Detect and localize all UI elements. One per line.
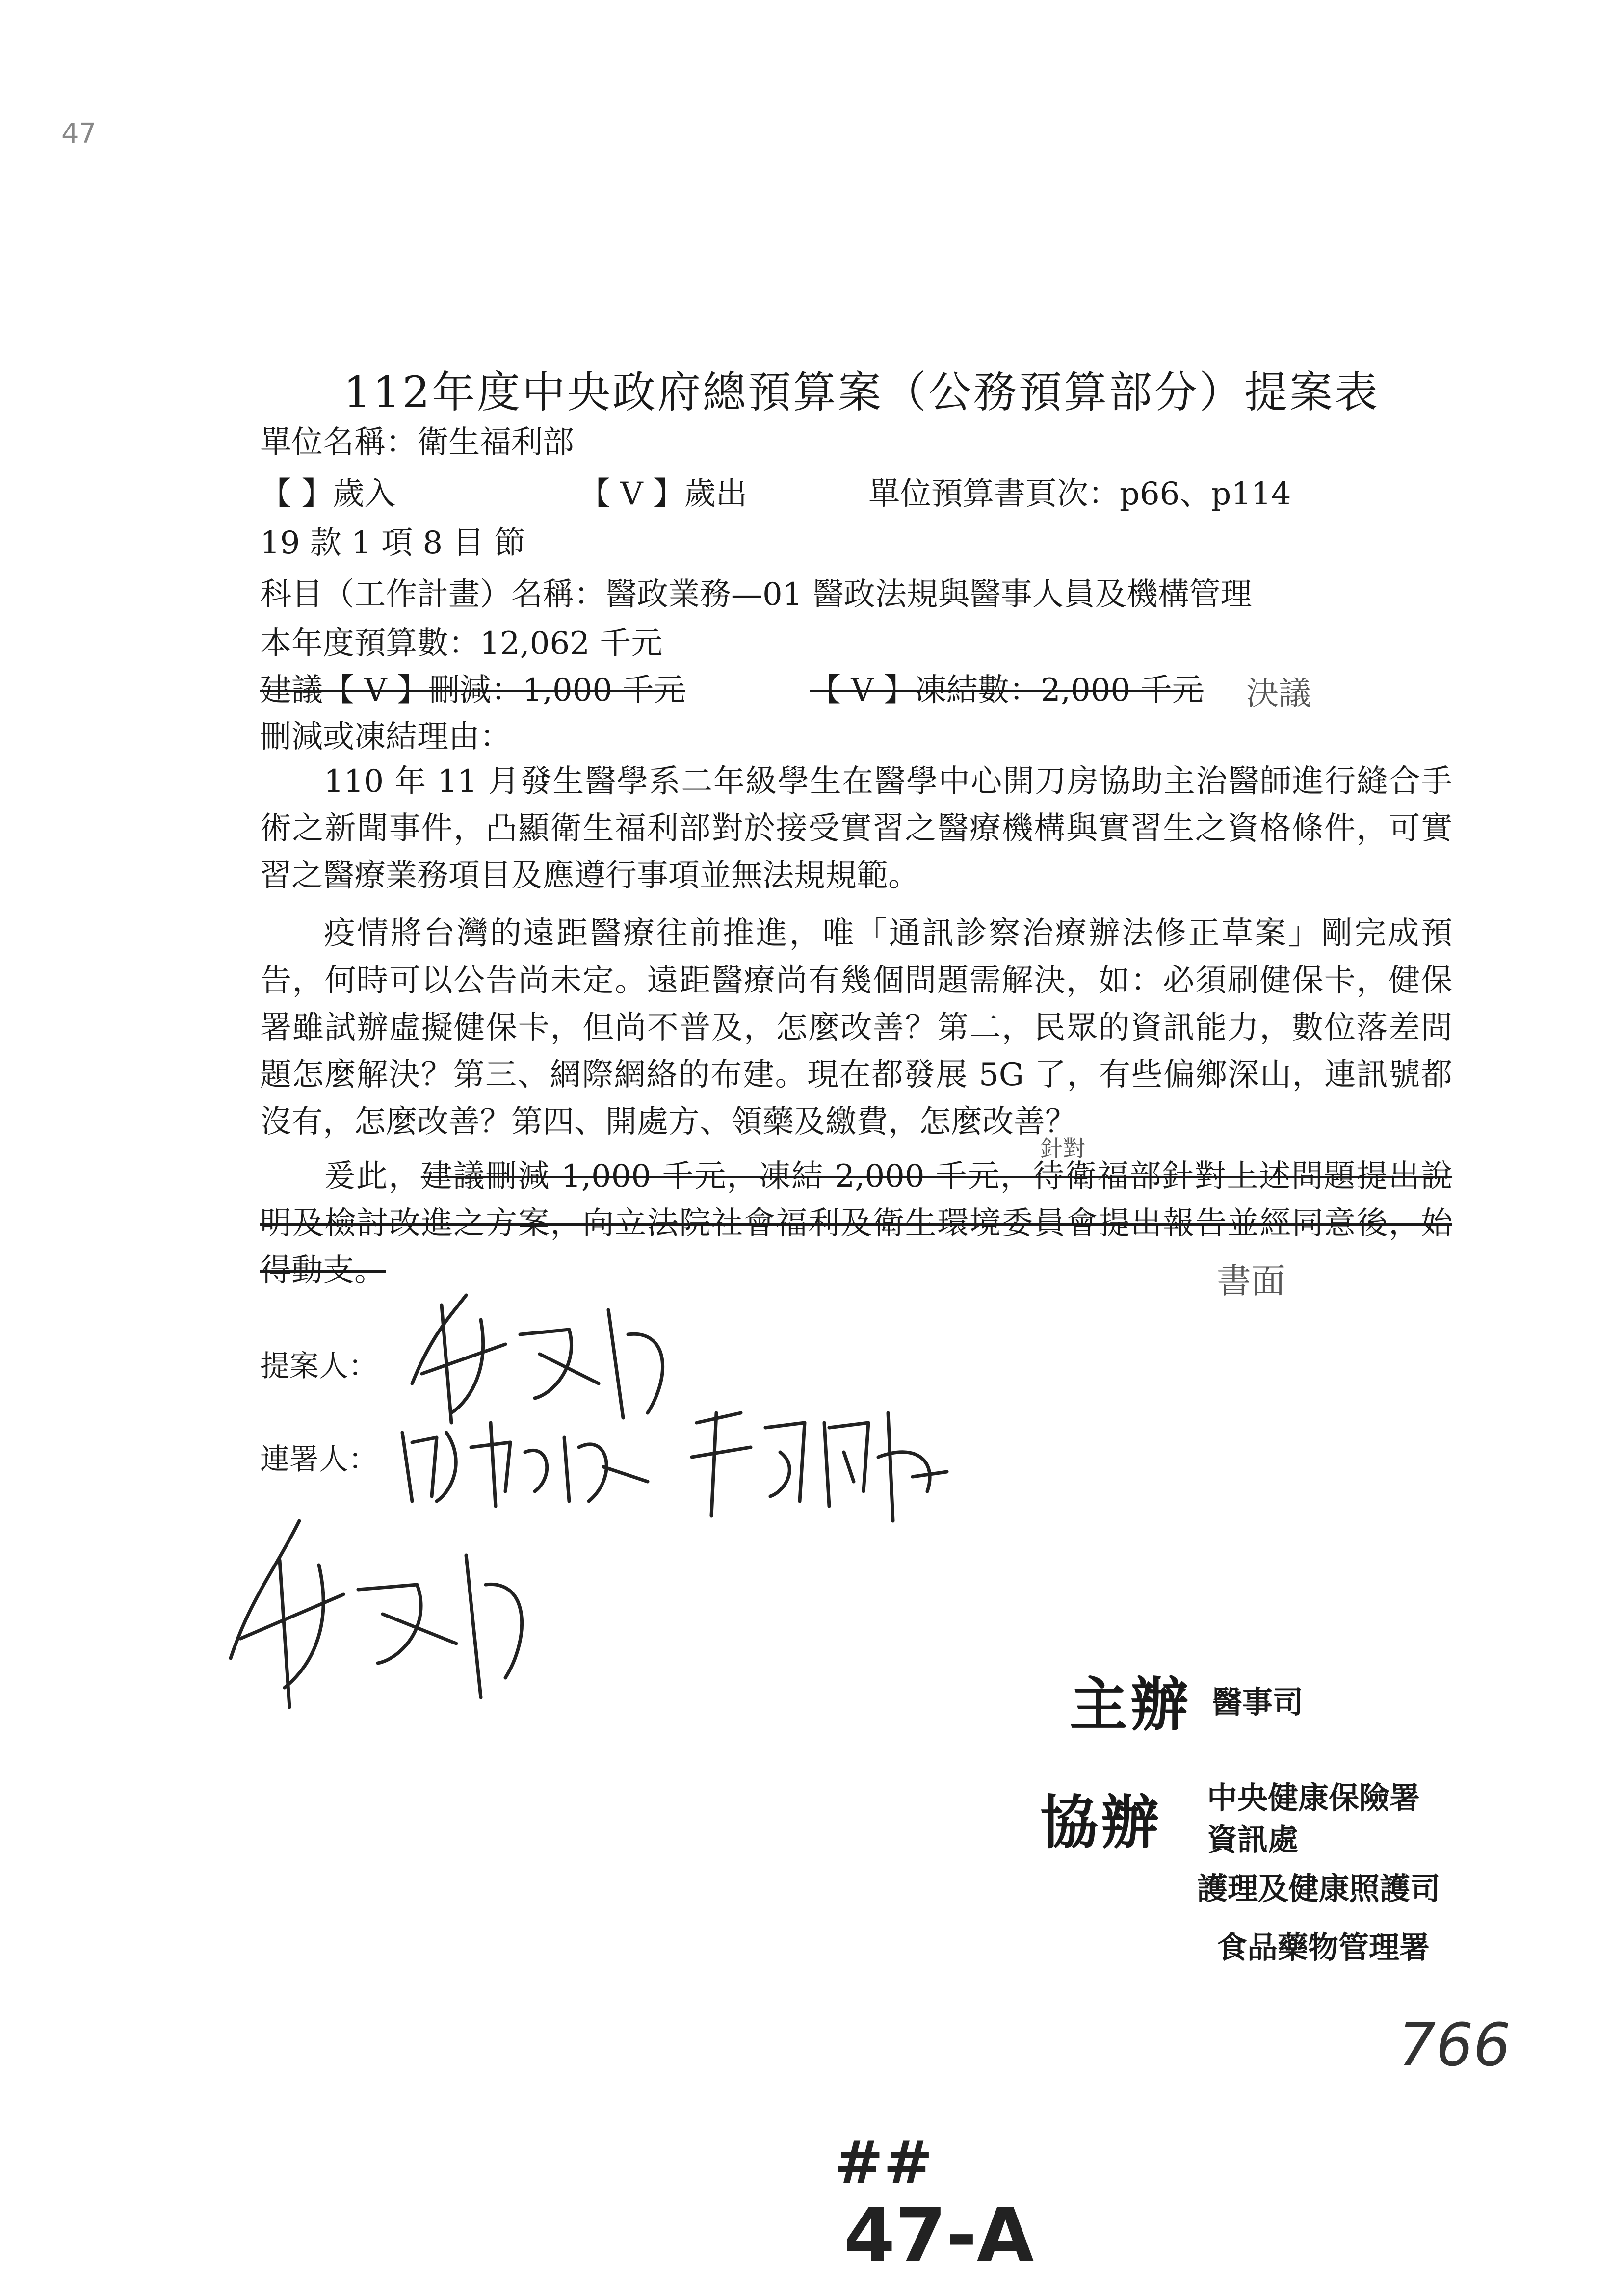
handwritten-insert-note: 針對 <box>1040 1135 1085 1162</box>
document-title: 112年度中央政府總預算案（公務預算部分）提案表 <box>343 367 1380 417</box>
handwritten-resolution-note: 決議 <box>1246 675 1311 712</box>
revenue-checkbox: 【 】歲入 <box>260 476 396 512</box>
stamp-page-id: 47-A <box>844 2193 1034 2278</box>
additional-signature <box>221 1511 535 1717</box>
unit-name: 單位名稱：衛生福利部 <box>260 424 574 461</box>
freeze-proposal: 【 V 】凍結數：2,000 千元 <box>810 672 1204 708</box>
reason-paragraph-2 <box>260 910 1452 1146</box>
stamp-hash-mark: ## <box>834 2129 933 2197</box>
assist-unit-2: 資訊處 <box>1207 1822 1299 1857</box>
cosigner-signature-2 <box>682 1393 957 1540</box>
cosigner-signature-1 <box>393 1403 667 1516</box>
struck-proposal-text: 建議刪減 1,000 千元，凍結 2,000 千元，待衛福部針對上述問題提出說明及檢討改進之方案，向立法院社會福利及衛生環境委員會提出報告並經同意後，始得動支。 <box>260 1158 1453 1289</box>
paragraph-text: 疫情將台灣的遠距醫療往前推進，唯「通訊診察治療辦法修正草案」剛完成預告，何時可以公告尚未定。遠距醫療尚有幾個問題需解決，如：必須刷健保卡，健保署雖試辦虛擬健保卡，但尚不普及，怎麼改善？第二，民眾的資訊能力，數位落差問題怎麼解決？第三、網際網絡的布建。現在都發展 5G 了，有些偏鄉深山，連訊號都沒有，怎麼改善？第四、開處方、領藥及繳費，怎麼改善？ <box>260 915 1452 1140</box>
proposer-label: 提案人： <box>260 1349 378 1383</box>
cut-proposal: 建議【 V 】刪減：1,000 千元 <box>260 672 685 708</box>
paragraph-text: 110 年 11 月發生醫學系二年級學生在醫學中心開刀房協助主治醫師進行縫合手術之新聞事件，凸顯衛生福利部對於接受實習之醫療機構與實習生之資格條件，可實習之醫療業務項目及應遵行事項並無法規規範。 <box>260 763 1452 894</box>
reason-paragraph-1 <box>260 758 1452 899</box>
page-corner-number: 47 <box>61 118 97 150</box>
section-code: 19 款 1 項 8 目 節 <box>260 525 525 561</box>
assist-unit-3: 護理及健康照護司 <box>1197 1871 1441 1906</box>
paragraph-lead: 爰此， <box>324 1158 421 1195</box>
expense-checkbox: 【 V 】歲出 <box>579 476 747 512</box>
assist-unit-4: 食品藥物管理署 <box>1217 1930 1430 1965</box>
budget-page-ref: 單位預算書頁次：p66、p114 <box>868 476 1291 512</box>
lead-department-unit: 醫事司 <box>1212 1684 1304 1720</box>
cosigner-label: 連署人： <box>260 1442 378 1477</box>
subject-name: 科目（工作計畫）名稱：醫政業務—01 醫政法規與醫事人員及機構管理 <box>260 576 1252 613</box>
handwritten-written-note: 書面 <box>1217 1261 1285 1301</box>
assist-unit-1: 中央健康保險署 <box>1207 1780 1420 1816</box>
budget-amount: 本年度預算數：12,062 千元 <box>260 626 663 662</box>
page-code-number: 766 <box>1398 2011 1511 2080</box>
lead-department-label: 主辦 <box>1070 1670 1192 1739</box>
assist-department-label: 協辦 <box>1040 1788 1162 1856</box>
reason-heading: 刪減或凍結理由： <box>260 719 511 755</box>
